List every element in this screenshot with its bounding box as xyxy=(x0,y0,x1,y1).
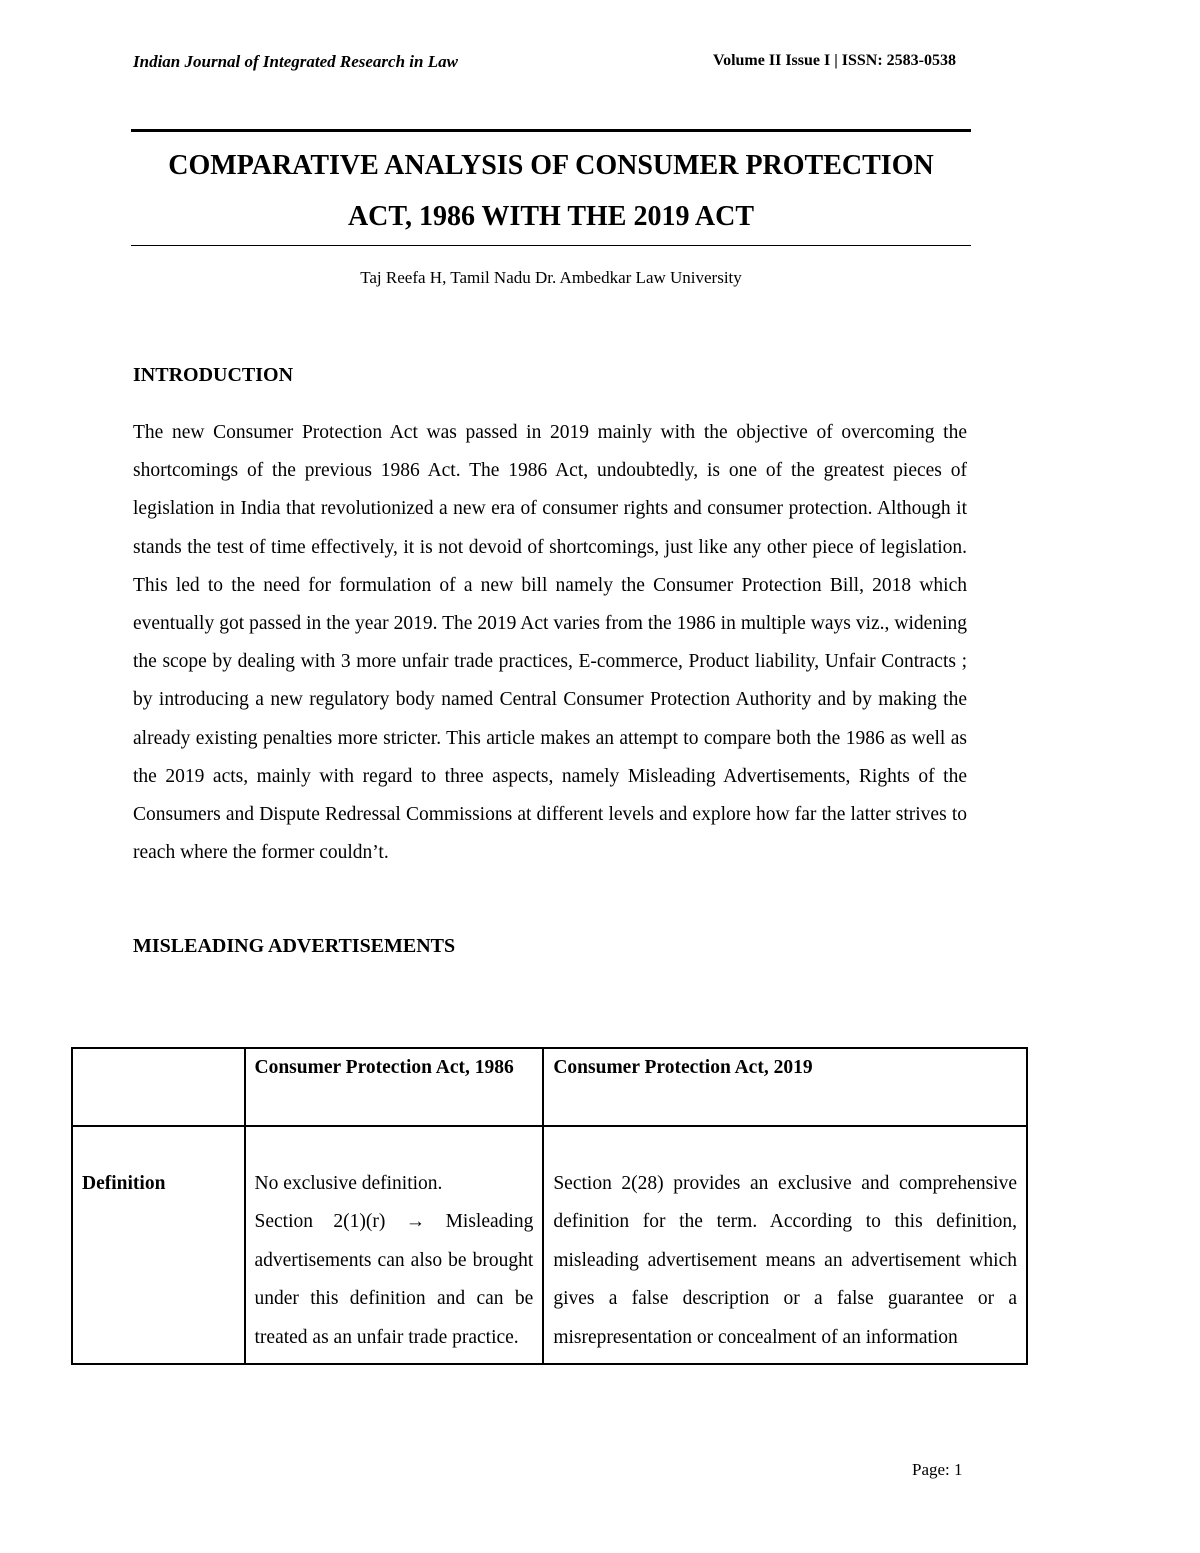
article-title xyxy=(131,140,971,242)
cell-2019-definition xyxy=(543,1126,1027,1364)
author-affiliation: Taj Reefa H, Tamil Nadu Dr. Ambedkar Law University xyxy=(360,268,742,287)
page-number: Page: 1 xyxy=(912,1460,963,1479)
misleading-ads-heading: MISLEADING ADVERTISEMENTS xyxy=(133,935,456,957)
table-header-empty xyxy=(72,1048,245,1126)
cell-1986-line-2: Section 2(1)(r) → Misleading advertisements can also be brought under this definition and can be treated as an unfair trade practice. xyxy=(254,1211,534,1348)
article-title-line-2: ACT, 1986 WITH THE 2019 ACT xyxy=(347,201,755,232)
table-header-2019: Consumer Protection Act, 2019 xyxy=(543,1048,1027,1126)
cell-2019-text: Section 2(28) provides an exclusive and comprehensive definition for the term. According to this definition, misleading advertisement means an advertisement which gives a false description or a false guarantee or a misrepresentation or concealment of an information xyxy=(553,1173,1017,1348)
table-row xyxy=(72,1126,1027,1364)
journal-name: Indian Journal of Integrated Research in Law xyxy=(133,52,458,71)
title-rule-bottom xyxy=(131,245,971,246)
volume-issn: Volume II Issue I | ISSN: 2583-0538 xyxy=(713,52,956,69)
cell-1986-line-1: No exclusive definition. xyxy=(254,1173,443,1194)
comparison-table xyxy=(71,1047,1028,1365)
title-rule-top xyxy=(131,129,971,132)
row-label-definition: Definition xyxy=(72,1126,245,1364)
table-header-1986: Consumer Protection Act, 1986 xyxy=(245,1048,544,1126)
introduction-heading: INTRODUCTION xyxy=(133,364,294,386)
introduction-paragraph: The new Consumer Protection Act was passed in 2019 mainly with the objective of overcoming the shortcomings of the previous 1986 Act. The 1986 Act, undoubtedly, is one of the greatest pieces of legislation in India that revolutionized a new era of consumer rights and consumer protection. Although it stands the test of time effectively, it is not devoid of shortcomings, just like any other piece of legislation. This led to the need for formulation of a new bill namely the Consumer Protection Bill, 2018 which eventually got passed in the year 2019. The 2019 Act varies from the 1986 in multiple ways viz., widening the scope by dealing with 3 more unfair trade practices, E-commerce, Product liability, Unfair Contracts ; by introducing a new regulatory body named Central Consumer Protection Authority and by making the already existing penalties more stricter. This article makes an attempt to compare both the 1986 as well as the 2019 acts, mainly with regard to three aspects, namely Misleading Advertisements, Rights of the Consumers and Dispute Redressal Commissions at different levels and explore how far the latter strives to reach where the former couldn’t. xyxy=(133,422,967,864)
table-header-row xyxy=(72,1048,1027,1126)
cell-1986-definition xyxy=(245,1126,544,1364)
article-title-line-1: COMPARATIVE ANALYSIS OF CONSUMER PROTECTION xyxy=(168,150,934,181)
